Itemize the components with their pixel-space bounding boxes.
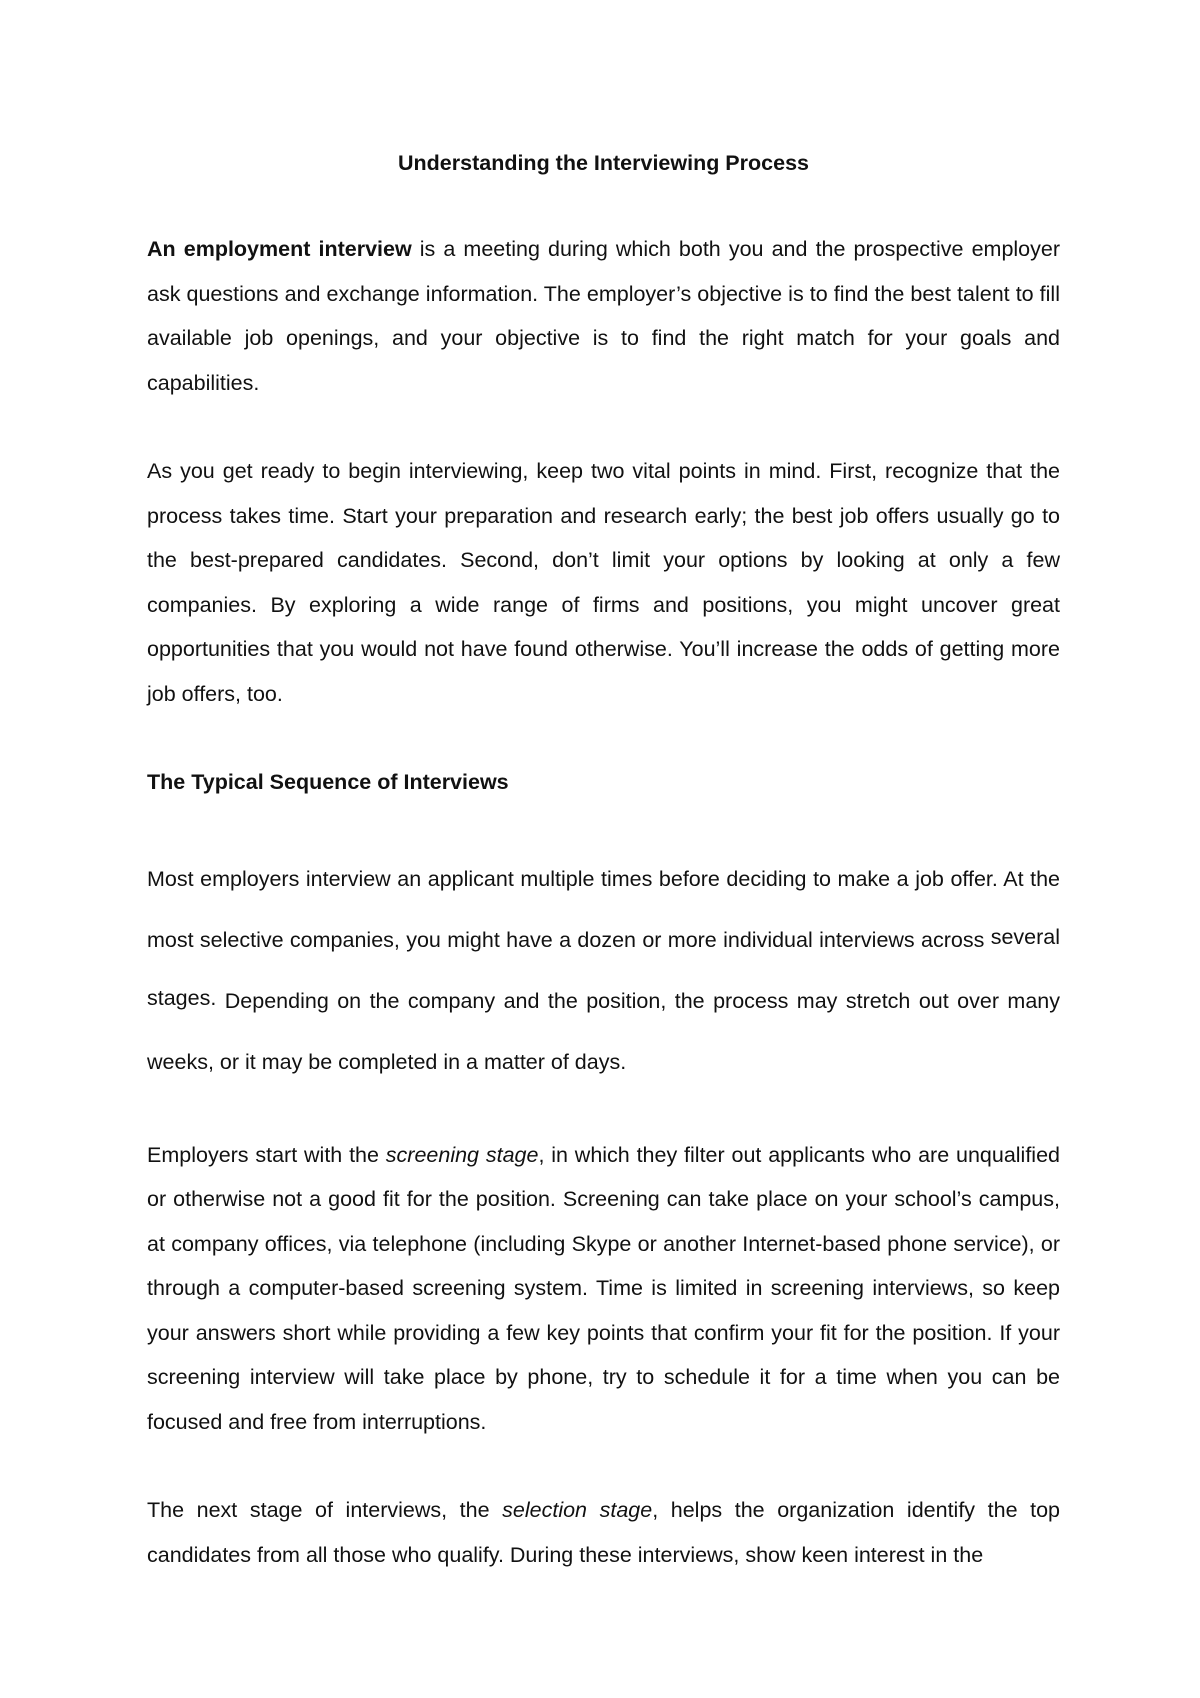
paragraph-intro bbox=[147, 227, 1060, 405]
document-body bbox=[147, 143, 1060, 1621]
paragraph-selection bbox=[147, 1488, 1060, 1577]
section-heading: The Typical Sequence of Interviews bbox=[147, 770, 509, 794]
paragraph-screening-text-b: , in which they filter out applicants who are unqualified or otherwise not a good fit for the position. Screening can take place on your school’s campus, at company offices, via telephone (including Skype or another Internet-based phone service), or through a computer-based screening system. Time is limited in screening interviews, so keep your answers short while providing a few key points that confirm your fit for the position. If your screening interview will take place by phone, try to schedule it for a time when you can be focused and free from interruptions. bbox=[147, 1142, 1060, 1434]
bold-lead-term: An employment interview bbox=[147, 237, 412, 261]
paragraph-sequence-text-a: Most employers interview an applicant multiple times before deciding to make a job offer. At the most selective companies, you might have a dozen or more individual interviews across bbox=[147, 866, 1060, 952]
paragraph-intro-text: is a meeting during which both you and the prospective employer ask questions and exchange information. The employer’s objective is to find the best talent to fill available job openings, and your objective is to find the right match for your goals and capabilities. bbox=[147, 237, 1060, 395]
paragraph-sequence bbox=[147, 849, 1060, 1093]
screening-stage-term: screening stage bbox=[385, 1142, 539, 1167]
paragraph-sequence-text-b: Depending on the company and the position, the process may stretch out over many weeks, or it may be completed in a matter of days. bbox=[147, 988, 1060, 1074]
paragraph-screening-text-a: Employers start with the bbox=[147, 1142, 386, 1167]
document-title: Understanding the Interviewing Process bbox=[398, 151, 809, 175]
paragraph-screening bbox=[147, 1133, 1060, 1445]
paragraph-preparation: As you get ready to begin interviewing, keep two vital points in mind. First, recognize that the process takes time. Start your preparation and research early; the best job offers usually go to the best-prepared candidates. Second, don’t limit your options by looking at only a few companies. By exploring a wide range of firms and positions, you might uncover great opportunities that you would not have found otherwise. You’ll increase the odds of getting more job offers, too. bbox=[147, 459, 1060, 706]
selection-stage-term: selection stage bbox=[502, 1498, 653, 1522]
paragraph-sequence-raised: several stages. bbox=[147, 924, 1060, 1010]
paragraph-selection-text-b: , helps the organization identify the top candidates from all those who qualify. During these interviews, show keen interest in the bbox=[147, 1498, 1060, 1567]
paragraph-selection-text-a: The next stage of interviews, the bbox=[147, 1498, 503, 1522]
